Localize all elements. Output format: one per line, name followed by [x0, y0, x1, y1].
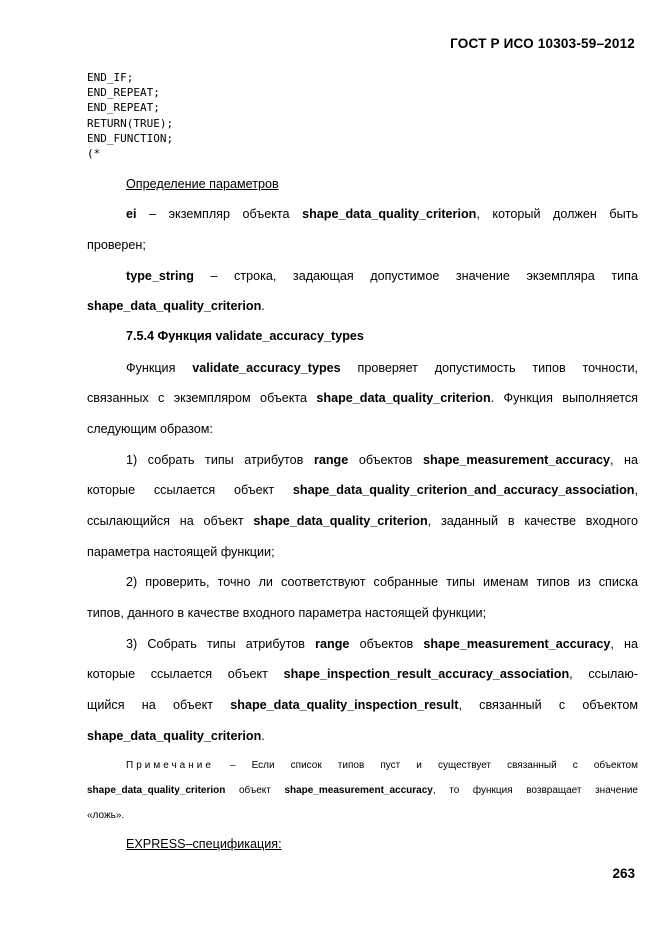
note-line-3: «ложь». [87, 810, 125, 821]
note-line-2: shape_data_quality_criterion объект shape_measurement_accuracy, то функция возвращает значение [87, 785, 638, 796]
step3-line-3: щийся на объект shape_data_quality_inspection_result, связанный с объектом [87, 698, 638, 712]
code-line: END_REPEAT; [87, 86, 160, 100]
code-line: RETURN(TRUE); [87, 116, 174, 130]
step3-line-4: shape_data_quality_criterion. [87, 729, 265, 743]
code-line: END_FUNCTION; [87, 131, 174, 145]
code-line: END_IF; [87, 71, 134, 84]
intro-line-3: следующим образом: [87, 422, 213, 436]
section-heading: 7.5.4 Функция validate_accuracy_types [126, 329, 364, 343]
step1-line-2: которые ссылается объект shape_data_quality_criterion_and_accuracy_association, [87, 483, 638, 497]
step1-line-3: ссылающийся на объект shape_data_quality_criterion, заданный в качестве входного [87, 514, 638, 528]
intro-line-1: Функция validate_accuracy_types проверяет допустимость типов точности, [126, 361, 638, 375]
step2-line-1: 2) проверить, точно ли соответствуют собранные типы именам типов из списка [126, 575, 638, 589]
express-spec-heading: EXPRESS–спецификация: [126, 837, 282, 851]
params-heading: Определение параметров [126, 177, 279, 191]
express-code-block [87, 70, 173, 161]
param-ei-line: ei – экземпляр объекта shape_data_quality_criterion, который должен быть [126, 207, 639, 221]
param-ei-cont: проверен; [87, 238, 146, 252]
note-line-1: Примечание – Если список типов пуст и существует связанный с объектом [126, 760, 638, 771]
page-number: 263 [612, 866, 635, 881]
step3-line-2: которые ссылается объект shape_inspection_result_accuracy_association, ссылаю- [87, 667, 638, 681]
step3-line-1: 3) Собрать типы атрибутов range объектов shape_measurement_accuracy, на [126, 637, 638, 651]
standard-header: ГОСТ Р ИСО 10303-59–2012 [450, 36, 635, 51]
step1-line-1: 1) собрать типы атрибутов range объектов shape_measurement_accuracy, на [126, 453, 638, 467]
param-type-string-line: type_string – строка, задающая допустимое значение экземпляра типа [126, 269, 638, 283]
code-line: END_REPEAT; [87, 101, 160, 115]
intro-line-2: связанных с экземпляром объекта shape_data_quality_criterion. Функция выполняется [87, 391, 638, 405]
code-line: (* [87, 147, 101, 161]
param-type-string-cont: shape_data_quality_criterion. [87, 299, 265, 313]
step2-line-2: типов, данного в качестве входного параметра настоящей функции; [87, 606, 487, 620]
step1-line-4: параметра настоящей функции; [87, 545, 275, 559]
